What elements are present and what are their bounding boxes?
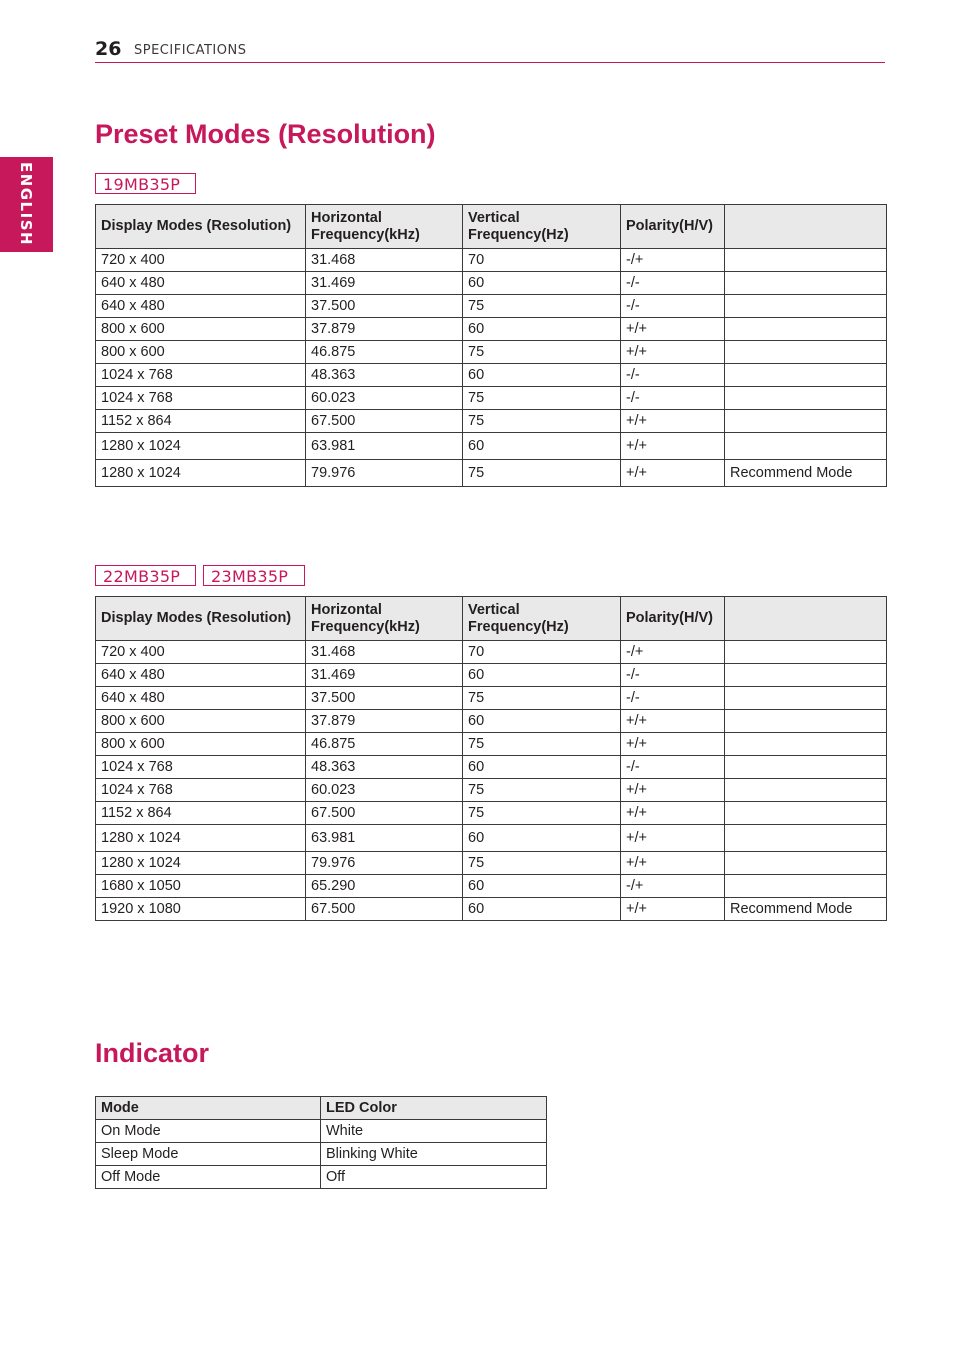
table-cell: -/- xyxy=(621,687,725,710)
table-cell xyxy=(725,733,887,756)
table-cell: -/- xyxy=(621,664,725,687)
table-cell xyxy=(725,687,887,710)
page-number: 26 xyxy=(95,38,122,60)
table-cell xyxy=(725,272,887,295)
table-cell: 1280 x 1024 xyxy=(96,460,306,487)
table-cell: 1280 x 1024 xyxy=(96,852,306,875)
table-cell: 1920 x 1080 xyxy=(96,898,306,921)
table-cell: Recommend Mode xyxy=(725,898,887,921)
table-row xyxy=(96,433,887,460)
table-cell: 67.500 xyxy=(306,802,463,825)
table-cell: 37.879 xyxy=(306,318,463,341)
table-cell: 46.875 xyxy=(306,733,463,756)
column-header xyxy=(725,205,887,249)
table-cell: -/- xyxy=(621,272,725,295)
table-cell: 75 xyxy=(463,387,621,410)
table-cell xyxy=(725,341,887,364)
table-row xyxy=(96,664,887,687)
table-cell: 640 x 480 xyxy=(96,664,306,687)
table-row xyxy=(96,249,887,272)
column-header: Display Modes (Resolution) xyxy=(96,205,306,249)
indicator-table xyxy=(95,1096,547,1189)
table-cell: 800 x 600 xyxy=(96,341,306,364)
column-header: Vertical Frequency(Hz) xyxy=(463,205,621,249)
table-cell xyxy=(725,825,887,852)
table-row xyxy=(96,852,887,875)
table-cell: +/+ xyxy=(621,898,725,921)
table-cell: +/+ xyxy=(621,733,725,756)
table-row xyxy=(96,1143,547,1166)
table-cell xyxy=(725,410,887,433)
table-header-row xyxy=(96,1097,547,1120)
table-cell: 60 xyxy=(463,710,621,733)
table-cell: 640 x 480 xyxy=(96,687,306,710)
table-cell: 60 xyxy=(463,756,621,779)
table-cell: 67.500 xyxy=(306,898,463,921)
preset-table-19mb35p xyxy=(95,204,887,487)
model-tag-23mb35p: 23MB35P xyxy=(203,565,305,586)
table-row xyxy=(96,295,887,318)
language-tab xyxy=(0,157,53,252)
table-row xyxy=(96,272,887,295)
table-row xyxy=(96,1120,547,1143)
section-label: SPECIFICATIONS xyxy=(134,43,247,58)
table-row xyxy=(96,410,887,433)
model-tag-19mb35p: 19MB35P xyxy=(95,173,196,194)
table-cell: 1024 x 768 xyxy=(96,364,306,387)
table-cell: 67.500 xyxy=(306,410,463,433)
table-cell: 60 xyxy=(463,875,621,898)
table-cell xyxy=(725,364,887,387)
column-header: Horizontal Frequency(kHz) xyxy=(306,205,463,249)
table-cell: 720 x 400 xyxy=(96,249,306,272)
table-cell: 60 xyxy=(463,825,621,852)
table-row xyxy=(96,802,887,825)
table-cell: 1280 x 1024 xyxy=(96,825,306,852)
table-cell: 37.500 xyxy=(306,687,463,710)
table-cell: +/+ xyxy=(621,710,725,733)
table-cell: 75 xyxy=(463,733,621,756)
table-cell: 800 x 600 xyxy=(96,710,306,733)
column-header: Vertical Frequency(Hz) xyxy=(463,597,621,641)
table-cell: Blinking White xyxy=(321,1143,547,1166)
table-cell: -/+ xyxy=(621,249,725,272)
table-cell: 60 xyxy=(463,272,621,295)
preset-modes-title: Preset Modes (Resolution) xyxy=(95,119,436,149)
table-cell xyxy=(725,852,887,875)
table-row xyxy=(96,341,887,364)
table-cell: 31.469 xyxy=(306,272,463,295)
column-header: Polarity(H/V) xyxy=(621,597,725,641)
table-cell: 75 xyxy=(463,852,621,875)
table-cell: 75 xyxy=(463,687,621,710)
table-cell: 75 xyxy=(463,341,621,364)
table-row xyxy=(96,1166,547,1189)
table-row xyxy=(96,779,887,802)
table-cell xyxy=(725,318,887,341)
table-cell: +/+ xyxy=(621,825,725,852)
table-row xyxy=(96,875,887,898)
table-row xyxy=(96,733,887,756)
table-cell: 1152 x 864 xyxy=(96,410,306,433)
table-cell: 1680 x 1050 xyxy=(96,875,306,898)
table-cell: 63.981 xyxy=(306,825,463,852)
table-row xyxy=(96,825,887,852)
table-cell xyxy=(725,779,887,802)
table-cell xyxy=(725,664,887,687)
column-header: Polarity(H/V) xyxy=(621,205,725,249)
table-cell: -/- xyxy=(621,387,725,410)
model-tag-22mb35p: 22MB35P xyxy=(95,565,196,586)
table-cell xyxy=(725,875,887,898)
table-cell: Off Mode xyxy=(96,1166,321,1189)
table-cell: 75 xyxy=(463,779,621,802)
preset-table-22mb35p-23mb35p xyxy=(95,596,887,921)
table-cell: 46.875 xyxy=(306,341,463,364)
table-row xyxy=(96,687,887,710)
table-cell: 75 xyxy=(463,460,621,487)
column-header: Mode xyxy=(96,1097,321,1120)
table-cell xyxy=(725,249,887,272)
column-header: LED Color xyxy=(321,1097,547,1120)
table-cell: 75 xyxy=(463,410,621,433)
table-cell: +/+ xyxy=(621,433,725,460)
table-cell: 1024 x 768 xyxy=(96,779,306,802)
table-cell: +/+ xyxy=(621,318,725,341)
table-cell: +/+ xyxy=(621,341,725,364)
table-cell: 720 x 400 xyxy=(96,641,306,664)
table-cell: 800 x 600 xyxy=(96,733,306,756)
table-cell: 70 xyxy=(463,641,621,664)
table-cell xyxy=(725,710,887,733)
table-cell: -/- xyxy=(621,295,725,318)
table-cell: On Mode xyxy=(96,1120,321,1143)
table-row xyxy=(96,318,887,341)
table-cell: 1024 x 768 xyxy=(96,756,306,779)
table-cell: Recommend Mode xyxy=(725,460,887,487)
table-cell: 31.468 xyxy=(306,249,463,272)
column-header xyxy=(725,597,887,641)
table-cell: 31.469 xyxy=(306,664,463,687)
table-cell: 1280 x 1024 xyxy=(96,433,306,460)
table-cell: 75 xyxy=(463,295,621,318)
table-cell xyxy=(725,433,887,460)
table-cell: 79.976 xyxy=(306,460,463,487)
table-cell: 60 xyxy=(463,318,621,341)
table-cell xyxy=(725,802,887,825)
table-cell: 79.976 xyxy=(306,852,463,875)
table-cell: 640 x 480 xyxy=(96,295,306,318)
table-row xyxy=(96,756,887,779)
table-cell: +/+ xyxy=(621,460,725,487)
table-cell: +/+ xyxy=(621,802,725,825)
table-cell: 60.023 xyxy=(306,387,463,410)
table-cell: 60 xyxy=(463,898,621,921)
table-cell: 60 xyxy=(463,364,621,387)
table-row xyxy=(96,387,887,410)
table-cell: -/+ xyxy=(621,875,725,898)
table-cell: 37.879 xyxy=(306,710,463,733)
table-header-row xyxy=(96,597,887,641)
table-cell: +/+ xyxy=(621,852,725,875)
table-row xyxy=(96,710,887,733)
table-cell: Sleep Mode xyxy=(96,1143,321,1166)
table-cell xyxy=(725,756,887,779)
table-cell: +/+ xyxy=(621,779,725,802)
table-row xyxy=(96,898,887,921)
table-cell: +/+ xyxy=(621,410,725,433)
table-cell xyxy=(725,641,887,664)
indicator-title: Indicator xyxy=(95,1038,210,1068)
column-header: Horizontal Frequency(kHz) xyxy=(306,597,463,641)
table-cell: White xyxy=(321,1120,547,1143)
table-row xyxy=(96,460,887,487)
table-header-row xyxy=(96,205,887,249)
table-cell: 65.290 xyxy=(306,875,463,898)
table-cell: 800 x 600 xyxy=(96,318,306,341)
table-row xyxy=(96,364,887,387)
table-cell: 75 xyxy=(463,802,621,825)
table-cell: 1024 x 768 xyxy=(96,387,306,410)
table-cell: -/- xyxy=(621,364,725,387)
table-cell xyxy=(725,295,887,318)
table-cell: 31.468 xyxy=(306,641,463,664)
table-cell: Off xyxy=(321,1166,547,1189)
table-cell: 63.981 xyxy=(306,433,463,460)
table-cell: 1152 x 864 xyxy=(96,802,306,825)
table-cell: 70 xyxy=(463,249,621,272)
table-cell: 60 xyxy=(463,433,621,460)
table-cell: 60.023 xyxy=(306,779,463,802)
table-cell: 37.500 xyxy=(306,295,463,318)
table-cell: 48.363 xyxy=(306,756,463,779)
language-tab-label: ENGLISH xyxy=(17,161,35,247)
table-cell: -/- xyxy=(621,756,725,779)
table-row xyxy=(96,641,887,664)
page-header xyxy=(95,38,885,63)
table-cell xyxy=(725,387,887,410)
table-cell: 48.363 xyxy=(306,364,463,387)
table-cell: -/+ xyxy=(621,641,725,664)
column-header: Display Modes (Resolution) xyxy=(96,597,306,641)
table-cell: 60 xyxy=(463,664,621,687)
table-cell: 640 x 480 xyxy=(96,272,306,295)
